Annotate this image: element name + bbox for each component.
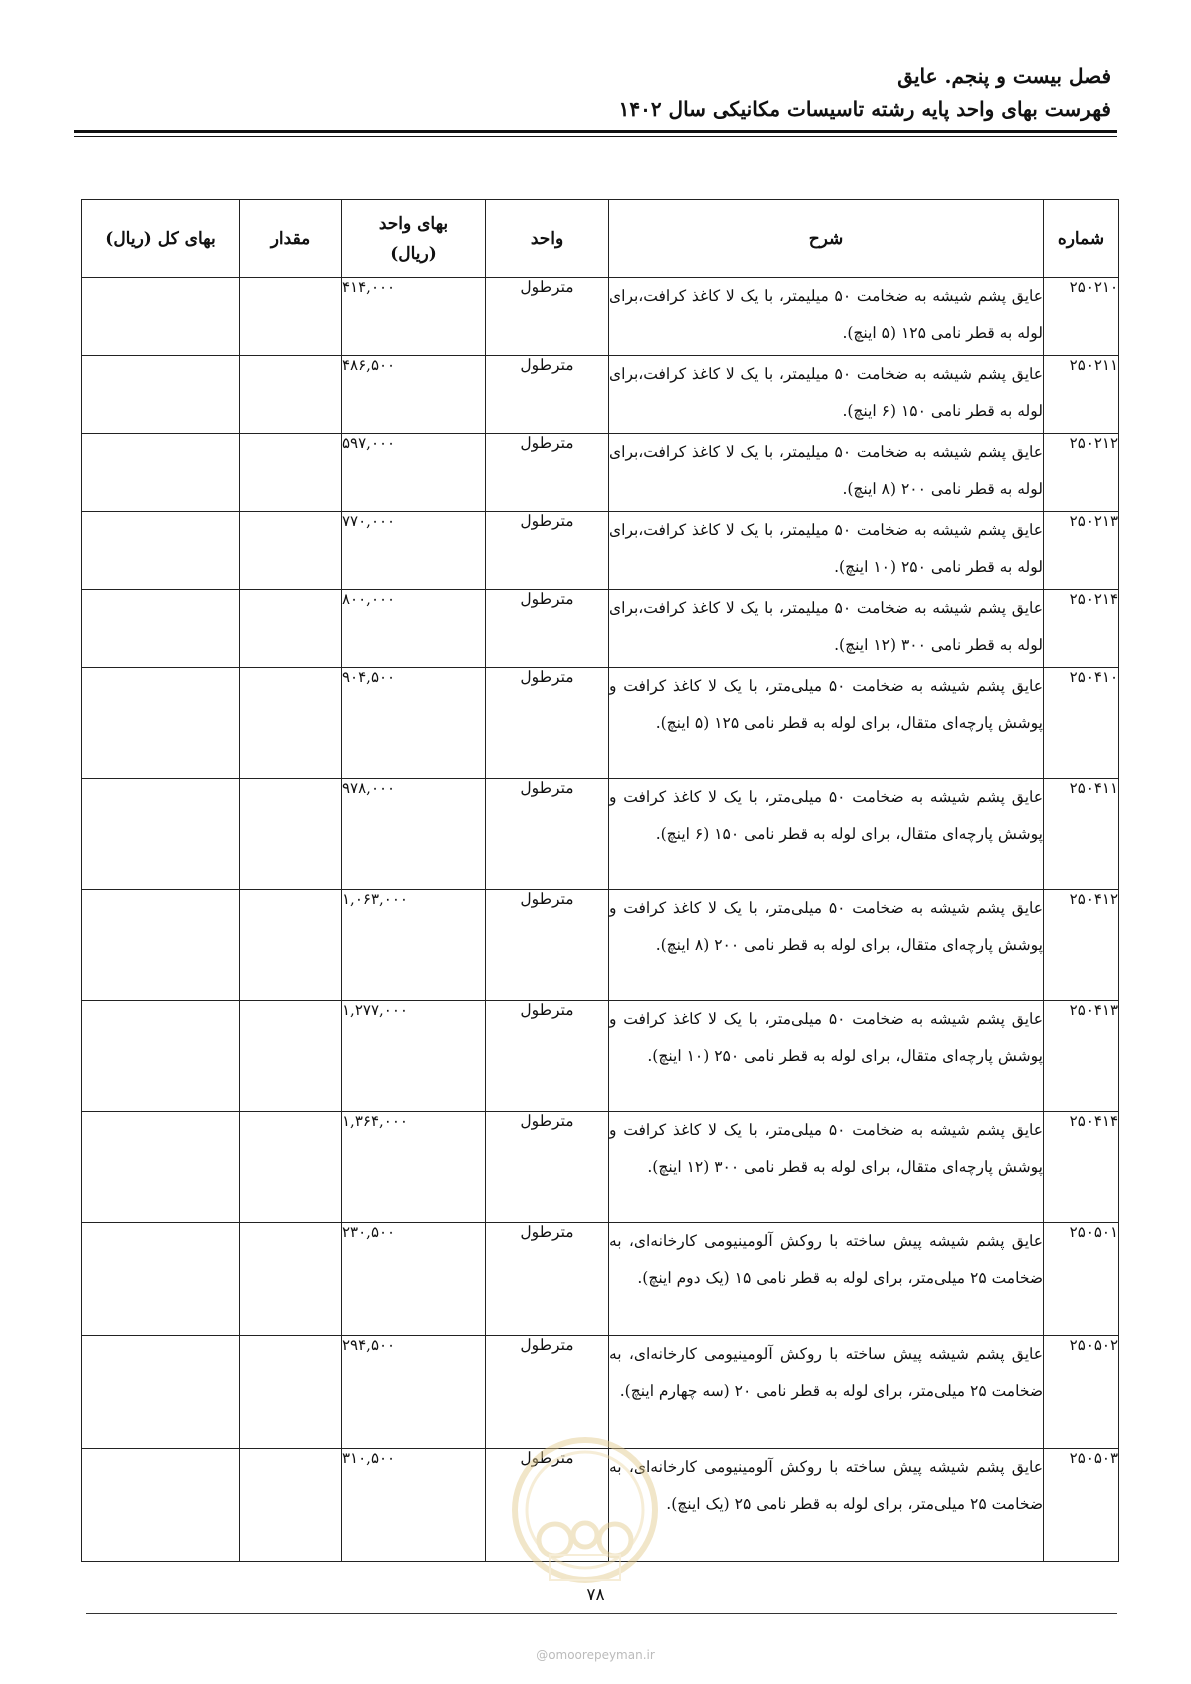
- row-code: ۲۵۰۲۱۳: [1044, 512, 1119, 590]
- column-header-unit-price: [342, 200, 486, 278]
- row-total-price: [82, 668, 240, 779]
- row-quantity: [240, 1336, 342, 1449]
- row-description: عایق پشم شیشه به ضخامت ۵۰ میلیمتر، با یک لا کاغذ کرافت،برای لوله به قطر نامی ۳۰۰ (۱۲ اینچ).: [609, 590, 1044, 668]
- row-code: ۲۵۰۲۱۰: [1044, 278, 1119, 356]
- price-table: [81, 199, 1119, 1562]
- row-unit: مترطول: [486, 590, 609, 668]
- row-unit: مترطول: [486, 1336, 609, 1449]
- table-row: [82, 1112, 1119, 1223]
- table-row: [82, 434, 1119, 512]
- row-quantity: [240, 1223, 342, 1336]
- row-unit-price: ۵۹۷,۰۰۰: [342, 434, 486, 512]
- row-total-price: [82, 890, 240, 1001]
- row-total-price: [82, 1112, 240, 1223]
- column-header-total-price: بهای کل (ریال): [82, 200, 240, 278]
- row-unit-price: ۲۳۰,۵۰۰: [342, 1223, 486, 1336]
- table-row: [82, 1001, 1119, 1112]
- watermark-logo-icon: [510, 1430, 660, 1600]
- row-unit: مترطول: [486, 668, 609, 779]
- row-description: عایق پشم شیشه پیش ساخته با روکش آلومینیومی کارخانه‌ای، به ضخامت ۲۵ میلی‌متر، برای لوله به قطر نامی ۱۵ (یک دوم اینچ).: [609, 1223, 1044, 1336]
- row-unit: مترطول: [486, 1223, 609, 1336]
- table-header-row: [82, 200, 1119, 278]
- row-total-price: [82, 590, 240, 668]
- table-row: [82, 512, 1119, 590]
- row-quantity: [240, 668, 342, 779]
- row-code: ۲۵۰۲۱۲: [1044, 434, 1119, 512]
- row-description: عایق پشم شیشه پیش ساخته با روکش آلومینیومی کارخانه‌ای، به ضخامت ۲۵ میلی‌متر، برای لوله به قطر نامی ۲۰ (سه چهارم اینچ).: [609, 1336, 1044, 1449]
- footer-rule: [86, 1613, 1117, 1614]
- row-unit-price: ۱,۰۶۳,۰۰۰: [342, 890, 486, 1001]
- table-row: [82, 1223, 1119, 1336]
- row-unit: مترطول: [486, 1001, 609, 1112]
- row-unit-price: ۹۷۸,۰۰۰: [342, 779, 486, 890]
- table-row: [82, 890, 1119, 1001]
- chapter-title: فصل بیست و پنجم. عایق: [897, 64, 1111, 88]
- table-row: [82, 590, 1119, 668]
- row-total-price: [82, 779, 240, 890]
- row-code: ۲۵۰۵۰۱: [1044, 1223, 1119, 1336]
- unit-price-header-line2: (ریال): [390, 243, 437, 264]
- row-quantity: [240, 1001, 342, 1112]
- table-row: [82, 278, 1119, 356]
- row-description: عایق پشم شیشه به ضخامت ۵۰ میلی‌متر، با یک لا کاغذ کرافت و پوشش پارچه‌ای متقال، برای لوله به قطر نامی ۳۰۰ (۱۲ اینچ).: [609, 1112, 1044, 1223]
- row-code: ۲۵۰۴۱۱: [1044, 779, 1119, 890]
- table-row: [82, 779, 1119, 890]
- row-unit: مترطول: [486, 512, 609, 590]
- header-rule-thick: [74, 130, 1117, 133]
- price-list-title: فهرست بهای واحد پایه رشته تاسیسات مکانیکی سال ۱۴۰۲: [618, 97, 1111, 121]
- row-unit-price: ۷۷۰,۰۰۰: [342, 512, 486, 590]
- row-quantity: [240, 1449, 342, 1562]
- row-description: عایق پشم شیشه به ضخامت ۵۰ میلیمتر، با یک لا کاغذ کرافت،برای لوله به قطر نامی ۲۵۰ (۱۰ اینچ).: [609, 512, 1044, 590]
- row-unit: مترطول: [486, 356, 609, 434]
- row-total-price: [82, 1223, 240, 1336]
- page-number: ۷۸: [586, 1585, 605, 1605]
- row-quantity: [240, 512, 342, 590]
- column-header-unit: واحد: [486, 200, 609, 278]
- row-quantity: [240, 278, 342, 356]
- row-total-price: [82, 1449, 240, 1562]
- row-quantity: [240, 590, 342, 668]
- row-unit-price: ۱,۳۶۴,۰۰۰: [342, 1112, 486, 1223]
- row-description: عایق پشم شیشه به ضخامت ۵۰ میلیمتر، با یک لا کاغذ کرافت،برای لوله به قطر نامی ۲۰۰ (۸ اینچ).: [609, 434, 1044, 512]
- row-unit-price: ۸۰۰,۰۰۰: [342, 590, 486, 668]
- unit-price-header-line1: بهای واحد: [378, 213, 449, 234]
- row-quantity: [240, 434, 342, 512]
- row-unit: مترطول: [486, 278, 609, 356]
- header-rule-thin: [74, 136, 1117, 137]
- page-header: [80, 60, 1111, 126]
- row-unit-price: ۴۸۶,۵۰۰: [342, 356, 486, 434]
- row-description: عایق پشم شیشه پیش ساخته با روکش آلومینیومی کارخانه‌ای، به ضخامت ۲۵ میلی‌متر، برای لوله به قطر نامی ۲۵ (یک اینچ).: [609, 1449, 1044, 1562]
- table-row: [82, 356, 1119, 434]
- row-unit-price: ۹۰۴,۵۰۰: [342, 668, 486, 779]
- row-unit-price: ۲۹۴,۵۰۰: [342, 1336, 486, 1449]
- row-quantity: [240, 779, 342, 890]
- row-unit: مترطول: [486, 779, 609, 890]
- row-code: ۲۵۰۴۱۳: [1044, 1001, 1119, 1112]
- row-total-price: [82, 356, 240, 434]
- row-total-price: [82, 1336, 240, 1449]
- row-quantity: [240, 356, 342, 434]
- row-unit: مترطول: [486, 1112, 609, 1223]
- row-quantity: [240, 890, 342, 1001]
- row-code: ۲۵۰۲۱۴: [1044, 590, 1119, 668]
- row-quantity: [240, 1112, 342, 1223]
- row-total-price: [82, 434, 240, 512]
- row-code: ۲۵۰۴۱۴: [1044, 1112, 1119, 1223]
- row-description: عایق پشم شیشه به ضخامت ۵۰ میلی‌متر، با یک لا کاغذ کرافت و پوشش پارچه‌ای متقال، برای لوله به قطر نامی ۱۵۰ (۶ اینچ).: [609, 779, 1044, 890]
- row-unit-price: ۳۱۰,۵۰۰: [342, 1449, 486, 1562]
- row-total-price: [82, 278, 240, 356]
- row-code: ۲۵۰۲۱۱: [1044, 356, 1119, 434]
- row-description: عایق پشم شیشه به ضخامت ۵۰ میلیمتر، با یک لا کاغذ کرافت،برای لوله به قطر نامی ۱۵۰ (۶ اینچ).: [609, 356, 1044, 434]
- row-description: عایق پشم شیشه به ضخامت ۵۰ میلی‌متر، با یک لا کاغذ کرافت و پوشش پارچه‌ای متقال، برای لوله به قطر نامی ۲۰۰ (۸ اینچ).: [609, 890, 1044, 1001]
- row-code: ۲۵۰۵۰۳: [1044, 1449, 1119, 1562]
- row-description: عایق پشم شیشه به ضخامت ۵۰ میلی‌متر، با یک لا کاغذ کرافت و پوشش پارچه‌ای متقال، برای لوله به قطر نامی ۲۵۰ (۱۰ اینچ).: [609, 1001, 1044, 1112]
- website-watermark: @omoorepeyman.ir: [536, 1648, 655, 1662]
- row-code: ۲۵۰۴۱۲: [1044, 890, 1119, 1001]
- row-unit-price: ۱,۲۷۷,۰۰۰: [342, 1001, 486, 1112]
- row-description: عایق پشم شیشه به ضخامت ۵۰ میلیمتر، با یک لا کاغذ کرافت،برای لوله به قطر نامی ۱۲۵ (۵ اینچ).: [609, 278, 1044, 356]
- column-header-code: شماره: [1044, 200, 1119, 278]
- row-unit: مترطول: [486, 1449, 609, 1562]
- row-total-price: [82, 1001, 240, 1112]
- row-total-price: [82, 512, 240, 590]
- row-unit: مترطول: [486, 890, 609, 1001]
- row-description: عایق پشم شیشه به ضخامت ۵۰ میلی‌متر، با یک لا کاغذ کرافت و پوشش پارچه‌ای متقال، برای لوله به قطر نامی ۱۲۵ (۵ اینچ).: [609, 668, 1044, 779]
- column-header-description: شرح: [609, 200, 1044, 278]
- row-unit: مترطول: [486, 434, 609, 512]
- table-row: [82, 668, 1119, 779]
- column-header-quantity: مقدار: [240, 200, 342, 278]
- row-code: ۲۵۰۴۱۰: [1044, 668, 1119, 779]
- row-code: ۲۵۰۵۰۲: [1044, 1336, 1119, 1449]
- row-unit-price: ۴۱۴,۰۰۰: [342, 278, 486, 356]
